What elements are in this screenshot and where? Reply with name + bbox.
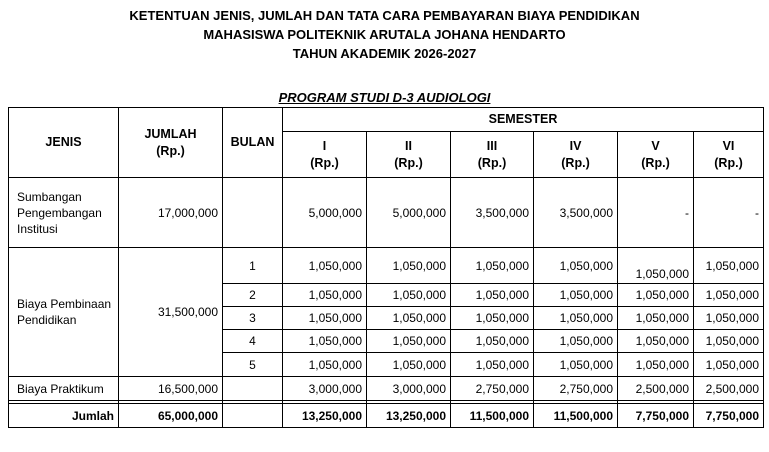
cell-value: 2,750,000 <box>534 377 618 401</box>
cell-value: 1,050,000 <box>367 330 451 353</box>
cell-value: 7,750,000 <box>618 404 694 428</box>
cell-value: 1,050,000 <box>367 248 451 284</box>
cell-value: 1,050,000 <box>283 284 367 307</box>
cell-value: 1,050,000 <box>534 284 618 307</box>
cell-value: 1,050,000 <box>283 248 367 284</box>
cell-value: 1,050,000 <box>283 330 367 353</box>
cell-value: 1,050,000 <box>367 353 451 377</box>
cell-value: 5,000,000 <box>367 178 451 248</box>
fee-table <box>8 107 764 428</box>
cell-value: 1,050,000 <box>534 353 618 377</box>
cell-value: 2,500,000 <box>618 377 694 401</box>
cell-value: - <box>618 178 694 248</box>
cell-value: 1,050,000 <box>283 307 367 330</box>
cell-jumlah: 16,500,000 <box>119 377 223 401</box>
cell-value: 5,000,000 <box>283 178 367 248</box>
cell-value: 3,000,000 <box>367 377 451 401</box>
cell-jumlah: 31,500,000 <box>119 248 223 377</box>
program-title: PROGRAM STUDI D-3 AUDIOLOGI <box>278 90 491 105</box>
header-semester-5: V (Rp.) <box>618 132 694 178</box>
cell-bulan: 2 <box>223 284 283 307</box>
header-semester-3: III (Rp.) <box>451 132 534 178</box>
cell-value: 1,050,000 <box>694 284 764 307</box>
cell-value: 1,050,000 <box>694 248 764 284</box>
table-row-spi <box>9 178 764 248</box>
cell-value: 3,500,000 <box>534 178 618 248</box>
cell-value: 1,050,000 <box>451 353 534 377</box>
table-row-bpp-1 <box>9 248 764 284</box>
cell-value: 1,050,000 <box>451 284 534 307</box>
cell-bulan <box>223 404 283 428</box>
cell-bulan <box>223 178 283 248</box>
cell-value: 1,050,000 <box>694 353 764 377</box>
cell-value: 1,050,000 <box>618 284 694 307</box>
cell-value: 3,000,000 <box>283 377 367 401</box>
cell-jenis: Biaya Pembinaan Pendidikan <box>9 248 119 377</box>
cell-bulan: 5 <box>223 353 283 377</box>
table-row-praktikum <box>9 377 764 401</box>
header-semester-4: IV (Rp.) <box>534 132 618 178</box>
cell-value: - <box>694 178 764 248</box>
cell-value: 1,050,000 <box>618 307 694 330</box>
cell-bulan: 3 <box>223 307 283 330</box>
cell-value: 1,050,000 <box>534 307 618 330</box>
header-semester: SEMESTER <box>283 108 764 132</box>
cell-value: 7,750,000 <box>694 404 764 428</box>
cell-value: 1,050,000 <box>534 248 618 284</box>
cell-value: 1,050,000 <box>618 353 694 377</box>
header-semester-2: II (Rp.) <box>367 132 451 178</box>
cell-value: 1,050,000 <box>618 248 694 284</box>
cell-value: 2,500,000 <box>694 377 764 401</box>
header-bulan: BULAN <box>223 108 283 178</box>
cell-total-label: Jumlah <box>9 404 119 428</box>
cell-bulan: 1 <box>223 248 283 284</box>
header-semester-6: VI (Rp.) <box>694 132 764 178</box>
header-jumlah: JUMLAH (Rp.) <box>119 108 223 178</box>
cell-bulan <box>223 377 283 401</box>
cell-value: 1,050,000 <box>534 330 618 353</box>
cell-value: 1,050,000 <box>451 248 534 284</box>
cell-value: 1,050,000 <box>367 284 451 307</box>
cell-value: 1,050,000 <box>367 307 451 330</box>
document-title-line-3: TAHUN AKADEMIK 2026-2027 <box>292 46 477 61</box>
table-row-total <box>9 404 764 428</box>
document-title-line-2: MAHASISWA POLITEKNIK ARUTALA JOHANA HENDARTO <box>203 27 566 42</box>
document-title-line-1: KETENTUAN JENIS, JUMLAH DAN TATA CARA PEMBAYARAN BIAYA PENDIDIKAN <box>129 8 640 23</box>
cell-value: 11,500,000 <box>451 404 534 428</box>
cell-value: 11,500,000 <box>534 404 618 428</box>
cell-value: 2,750,000 <box>451 377 534 401</box>
cell-value: 3,500,000 <box>451 178 534 248</box>
header-semester-1: I (Rp.) <box>283 132 367 178</box>
cell-value: 1,050,000 <box>451 307 534 330</box>
header-jenis: JENIS <box>9 108 119 178</box>
cell-value: 13,250,000 <box>283 404 367 428</box>
cell-bulan: 4 <box>223 330 283 353</box>
cell-value: 13,250,000 <box>367 404 451 428</box>
cell-jenis: Biaya Praktikum <box>9 377 119 401</box>
cell-value: 1,050,000 <box>694 330 764 353</box>
cell-value: 1,050,000 <box>694 307 764 330</box>
cell-value: 1,050,000 <box>618 330 694 353</box>
cell-jumlah: 65,000,000 <box>119 404 223 428</box>
cell-value: 1,050,000 <box>283 353 367 377</box>
cell-jumlah: 17,000,000 <box>119 178 223 248</box>
cell-jenis: Sumbangan Pengembangan Institusi <box>9 178 119 248</box>
cell-value: 1,050,000 <box>451 330 534 353</box>
